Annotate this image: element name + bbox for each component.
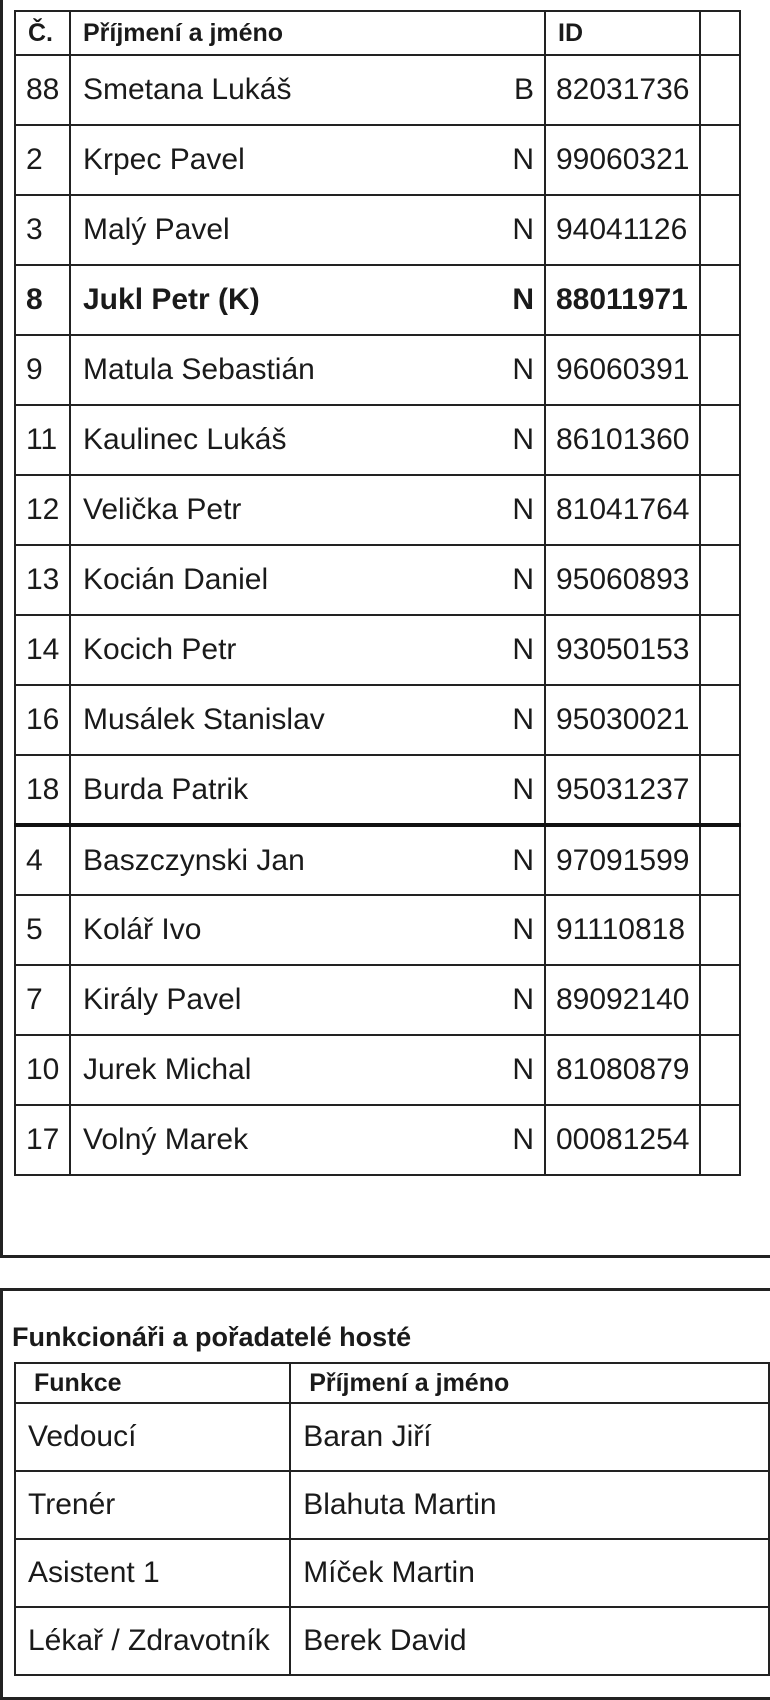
- player-id: 95031237: [545, 755, 700, 825]
- player-row: [15, 685, 740, 755]
- player-id: 94041126: [545, 195, 700, 265]
- player-extra-cell: [700, 265, 740, 335]
- player-post: N: [475, 195, 545, 265]
- player-row: [15, 965, 740, 1035]
- extra-column-header: [700, 11, 740, 55]
- player-row: [15, 405, 740, 475]
- player-post: N: [475, 1035, 545, 1105]
- number-column-header: Č.: [15, 11, 70, 55]
- player-post: N: [475, 1105, 545, 1175]
- player-id: 95060893: [545, 545, 700, 615]
- player-row: [15, 1035, 740, 1105]
- player-number: 4: [15, 825, 70, 895]
- player-row: [15, 195, 740, 265]
- player-extra-cell: [700, 755, 740, 825]
- official-name-column-header: Příjmení a jméno: [290, 1363, 769, 1403]
- player-extra-cell: [700, 545, 740, 615]
- players-table-body: [15, 55, 740, 1175]
- player-number: 16: [15, 685, 70, 755]
- player-name: Matula Sebastián: [70, 335, 475, 405]
- player-extra-cell: [700, 405, 740, 475]
- player-id: 88011971: [545, 265, 700, 335]
- player-row: [15, 825, 740, 895]
- player-name: Krpec Pavel: [70, 125, 475, 195]
- player-id: 95030021: [545, 685, 700, 755]
- player-row: [15, 755, 740, 825]
- player-extra-cell: [700, 895, 740, 965]
- player-number: 17: [15, 1105, 70, 1175]
- official-name: Berek David: [290, 1607, 769, 1675]
- player-name: Velička Petr: [70, 475, 475, 545]
- player-post: N: [475, 405, 545, 475]
- player-name: Volný Marek: [70, 1105, 475, 1175]
- player-number: 88: [15, 55, 70, 125]
- player-post: N: [475, 265, 545, 335]
- player-post: N: [475, 545, 545, 615]
- player-number: 13: [15, 545, 70, 615]
- player-name: Smetana Lukáš: [70, 55, 475, 125]
- official-name: Blahuta Martin: [290, 1471, 769, 1539]
- player-name: Kaulinec Lukáš: [70, 405, 475, 475]
- player-id: 96060391: [545, 335, 700, 405]
- official-row: [15, 1403, 769, 1471]
- player-post: N: [475, 335, 545, 405]
- official-role: Trenér: [15, 1471, 290, 1539]
- player-post: N: [475, 125, 545, 195]
- officials-title: Funkcionáři a pořadatelé hosté: [12, 1322, 412, 1352]
- player-row: [15, 475, 740, 545]
- player-number: 11: [15, 405, 70, 475]
- player-id: 86101360: [545, 405, 700, 475]
- player-id: 81041764: [545, 475, 700, 545]
- player-number: 7: [15, 965, 70, 1035]
- player-row: [15, 125, 740, 195]
- player-name: Kolář Ivo: [70, 895, 475, 965]
- players-table: [14, 10, 741, 1176]
- player-post: B: [475, 55, 545, 125]
- role-column-header: Funkce: [15, 1363, 290, 1403]
- official-row: [15, 1607, 769, 1675]
- player-name: Burda Patrik: [70, 755, 475, 825]
- player-number: 5: [15, 895, 70, 965]
- officials-table: [14, 1362, 770, 1676]
- player-post: N: [475, 825, 545, 895]
- player-name: Jukl Petr (K): [70, 265, 475, 335]
- player-name: Jurek Michal: [70, 1035, 475, 1105]
- player-post: N: [475, 895, 545, 965]
- player-extra-cell: [700, 965, 740, 1035]
- official-name: Míček Martin: [290, 1539, 769, 1607]
- player-id: 93050153: [545, 615, 700, 685]
- player-number: 3: [15, 195, 70, 265]
- player-id: 89092140: [545, 965, 700, 1035]
- player-id: 99060321: [545, 125, 700, 195]
- player-number: 8: [15, 265, 70, 335]
- player-row: [15, 545, 740, 615]
- official-role: Vedoucí: [15, 1403, 290, 1471]
- player-number: 10: [15, 1035, 70, 1105]
- post-column-header: [475, 11, 545, 55]
- player-post: N: [475, 685, 545, 755]
- player-row: [15, 895, 740, 965]
- player-extra-cell: [700, 1035, 740, 1105]
- official-row: [15, 1471, 769, 1539]
- player-extra-cell: [700, 825, 740, 895]
- name-column-header: Příjmení a jméno: [70, 11, 475, 55]
- official-role: Lékař / Zdravotník: [15, 1607, 290, 1675]
- player-name: Malý Pavel: [70, 195, 475, 265]
- official-row: [15, 1539, 769, 1607]
- player-number: 14: [15, 615, 70, 685]
- player-post: N: [475, 615, 545, 685]
- player-id: 81080879: [545, 1035, 700, 1105]
- player-number: 12: [15, 475, 70, 545]
- player-number: 9: [15, 335, 70, 405]
- player-id: 82031736: [545, 55, 700, 125]
- player-name: Kocich Petr: [70, 615, 475, 685]
- player-number: 2: [15, 125, 70, 195]
- player-id: 00081254: [545, 1105, 700, 1175]
- player-extra-cell: [700, 1105, 740, 1175]
- player-extra-cell: [700, 685, 740, 755]
- player-name: Baszczynski Jan: [70, 825, 475, 895]
- player-row: [15, 265, 740, 335]
- player-post: N: [475, 965, 545, 1035]
- player-extra-cell: [700, 55, 740, 125]
- id-column-header: ID: [545, 11, 700, 55]
- player-extra-cell: [700, 615, 740, 685]
- player-row: [15, 335, 740, 405]
- player-post: N: [475, 755, 545, 825]
- player-extra-cell: [700, 125, 740, 195]
- player-id: 97091599: [545, 825, 700, 895]
- official-role: Asistent 1: [15, 1539, 290, 1607]
- player-row: [15, 615, 740, 685]
- player-extra-cell: [700, 475, 740, 545]
- player-extra-cell: [700, 195, 740, 265]
- player-id: 91110818: [545, 895, 700, 965]
- officials-header-row: [15, 1363, 769, 1403]
- official-name: Baran Jiří: [290, 1403, 769, 1471]
- player-number: 18: [15, 755, 70, 825]
- player-name: Musálek Stanislav: [70, 685, 475, 755]
- player-extra-cell: [700, 335, 740, 405]
- officials-table-body: [15, 1403, 769, 1675]
- players-header-row: [15, 11, 740, 55]
- player-row: [15, 1105, 740, 1175]
- player-post: N: [475, 475, 545, 545]
- player-row: [15, 55, 740, 125]
- player-name: Király Pavel: [70, 965, 475, 1035]
- player-name: Kocián Daniel: [70, 545, 475, 615]
